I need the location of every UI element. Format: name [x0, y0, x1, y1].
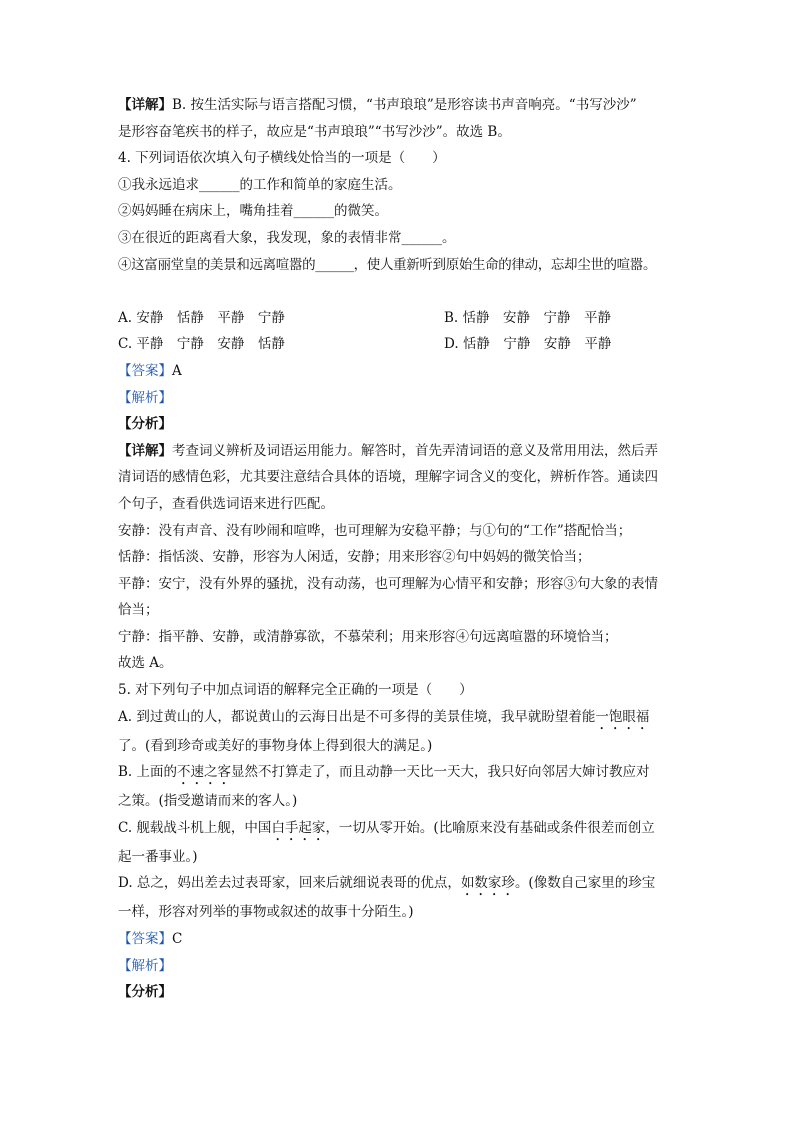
q4-answer [118, 358, 680, 385]
q5-a-dotted-word: 一饱眼福 [595, 708, 650, 725]
q4-sentence-2: ②妈妈睡在病床上，嘴角挂着______的微笑。 [118, 203, 388, 220]
q5-c-pre: C. 舰载战斗机上舰，中国 [118, 819, 272, 836]
q4-fenxi-tag: 【分析】 [118, 416, 172, 433]
q4-detail-line-8: 宁静：指平静、安静，或清静寡欲，不慕荣利；用来形容④句远离喧嚣的环境恰当； [118, 628, 618, 645]
detail-b-text1: B. 按生活实际与语言搭配习惯，“书声琅琅”是形容读书声音响亮。“书写沙沙” [172, 97, 637, 113]
q5-c-post: ，一切从零开始。(比喻原来没有基础或条件很差而创立 [325, 819, 655, 836]
q4-option-a: A. 安静 恬静 平静 宁静 [118, 309, 285, 326]
q5-d-post: 。(像数自己家里的珍宝 [514, 875, 656, 892]
q5-answer-value: C [172, 931, 183, 948]
q4-sentence-1: ①我永远追求______的工作和简单的家庭生活。 [118, 176, 402, 193]
q4-sentence-3: ③在很近的距离看大象，我发现，象的表情非常______。 [118, 229, 456, 246]
q4-stem: 4. 下列词语依次填入句子横线处恰当的一项是（ ） [118, 150, 446, 167]
q4-detail-tag: 【详解】 [118, 442, 172, 459]
q5-d-pre: D. 总之，妈出差去过表哥家，回来后就细说表哥的优点， [118, 875, 461, 892]
q5-fenxi-tag: 【分析】 [118, 984, 172, 1001]
q4-detail-line-3: 个句子，查看供选词语来进行匹配。 [118, 495, 334, 512]
q5-option-c-line1 [118, 815, 680, 844]
q4-analysis-tag: 【解析】 [118, 389, 172, 406]
q4-option-c: C. 平静 宁静 安静 恬静 [118, 336, 285, 353]
q5-option-a-line1 [118, 704, 680, 733]
q5-option-d-line2: 一样，形容对列举的事物或叙述的故事十分陌生。) [118, 904, 414, 921]
q4-detail-line-6: 平静：安宁，没有外界的骚扰，没有动荡，也可理解为心情平和安静；形容③句大象的表情 [118, 575, 658, 592]
q5-answer-tag: 【答案】 [118, 931, 172, 948]
q4-option-b: B. 恬静 安静 宁静 平静 [444, 309, 612, 326]
q4-detail-line-5: 恬静：指恬淡、安静，形容为人闲适，安静；用来形容②句中妈妈的微笑恰当； [118, 549, 591, 566]
answer-tag: 【答案】 [118, 362, 172, 379]
q4-sentence-4: ④这富丽堂皇的美景和远离喧嚣的______，使人重新听到原始生命的律动，忘却尘世的喧嚣。 [118, 256, 657, 273]
q4-detail-line-4: 安静：没有声音、没有吵闹和喧哗，也可理解为安稳平静；与①句的“工作”搭配恰当； [118, 522, 632, 539]
q4-detail-line-2: 清词语的感情色彩，尤其要注意结合具体的语境，理解字词含义的变化，辨析作答。通读四 [118, 469, 658, 486]
document-page [118, 92, 680, 1006]
q4-options-row-1 [118, 305, 680, 332]
q5-option-a-line2: 了。(看到珍奇或美好的事物身体上得到很大的满足。) [118, 737, 433, 754]
detail-tag: 【详解】 [118, 97, 172, 113]
q5-option-b-line2: 之策。(指受邀请而来的客人。) [118, 793, 298, 810]
q5-b-dotted-word: 不速之客 [177, 764, 232, 781]
q5-d-dotted-word: 如数家珍 [460, 875, 515, 892]
detail-b-line1 [118, 92, 680, 119]
q4-detail-line-1 [118, 438, 680, 465]
q5-option-c-line2: 起一番事业。) [118, 848, 198, 865]
q5-analysis-tag: 【解析】 [118, 957, 172, 974]
detail-b-line2: 是形容奋笔疾书的样子，故应是“书声琅琅”“书写沙沙”。故选 B。 [118, 123, 511, 140]
q4-option-d: D. 恬静 宁静 安静 平静 [444, 336, 612, 353]
q4-detail-text-1: 考查词义辨析及词语运用能力。解答时，首先弄清词语的意义及常用用法，然后弄 [172, 442, 658, 459]
q5-answer [118, 926, 680, 953]
q4-options-row-2 [118, 331, 680, 358]
spacer [118, 278, 680, 305]
q4-detail-line-9: 故选 A。 [118, 655, 173, 672]
q5-option-d-line1 [118, 870, 680, 899]
q5-option-b-line1 [118, 759, 680, 788]
q5-a-pre: A. 到过黄山的人，都说黄山的云海日出是不可多得的美景佳境，我早就盼望着能 [118, 708, 596, 725]
q5-stem: 5. 对下列句子中加点词语的解释完全正确的一项是（ ） [118, 682, 473, 699]
q4-answer-value: A [172, 362, 182, 379]
q5-b-post: 显然不打算走了，而且动静一天比一天大，我只好向邻居大婶讨教应对 [231, 764, 650, 781]
q4-detail-line-7: 恰当； [118, 602, 159, 619]
q5-c-dotted-word: 白手起家 [271, 819, 326, 836]
q5-b-pre: B. 上面的 [118, 764, 178, 781]
